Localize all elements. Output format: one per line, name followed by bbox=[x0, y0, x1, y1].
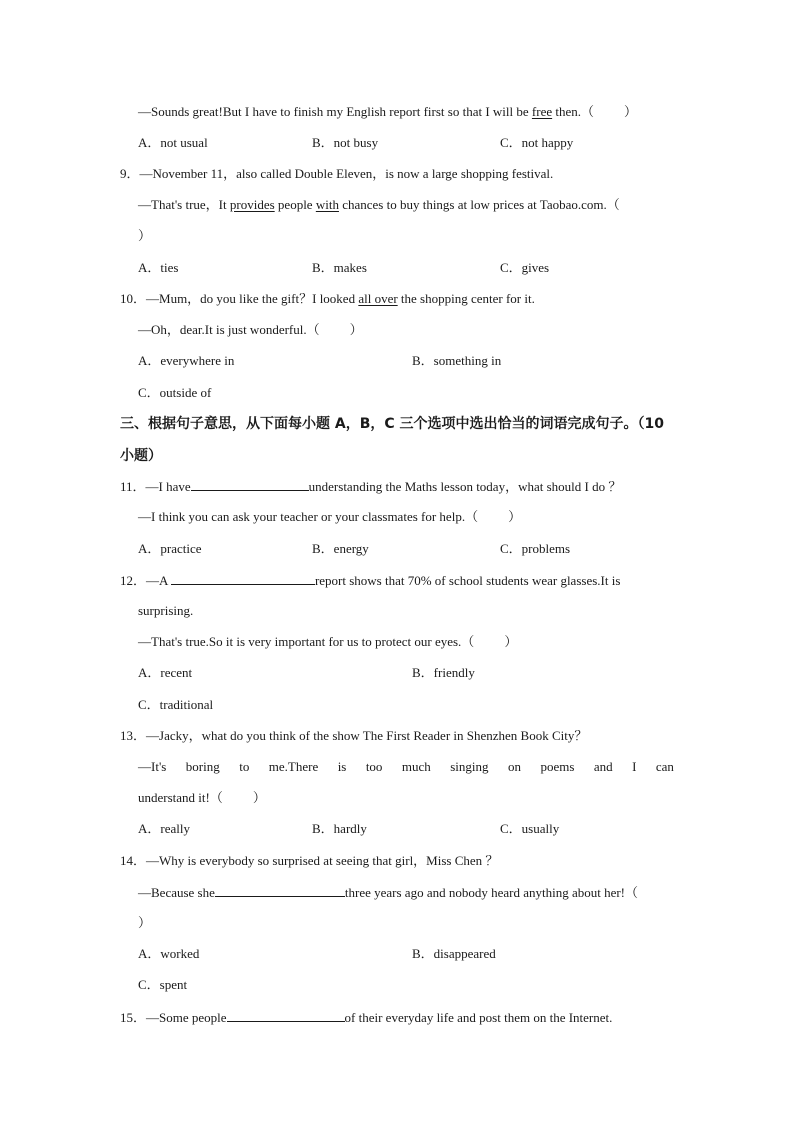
q14-answer-paren: ） bbox=[138, 915, 152, 930]
q8-reply: —Sounds great!But I have to finish my English report first so that I will be free then.（ ） bbox=[138, 104, 638, 119]
q8-option-a[interactable]: A．not usual bbox=[138, 135, 208, 150]
q14-number: 14． bbox=[120, 853, 147, 868]
q9-reply: —That's true，It provides people with chances to buy things at low prices at Taobao.com.（ bbox=[138, 197, 620, 212]
q12-question-cont: surprising. bbox=[138, 603, 194, 618]
q11-question: 11．—I have understanding the Maths lesson today，what should I do ？ bbox=[120, 479, 622, 494]
q11-number: 11． bbox=[120, 479, 146, 494]
q12-option-b[interactable]: B．friendly bbox=[412, 665, 475, 680]
q12-option-a[interactable]: A．recent bbox=[138, 665, 193, 680]
q9-option-a[interactable]: A．ties bbox=[138, 260, 179, 275]
q14-blank bbox=[215, 884, 345, 897]
q8-option-b[interactable]: B．not busy bbox=[312, 135, 379, 150]
q10-option-a[interactable]: A．everywhere in bbox=[138, 353, 235, 368]
q9-option-b[interactable]: B．makes bbox=[312, 260, 367, 275]
q10-option-c[interactable]: C．outside of bbox=[138, 385, 212, 400]
q11-option-c[interactable]: C．problems bbox=[500, 541, 571, 556]
q12-reply: —That's true.So it is very important for us to protect our eyes.（ ） bbox=[138, 634, 518, 649]
section-3-heading: 三、根据句子意思，从下面每小题 A，B，C 三个选项中选出恰当的词语完成句子。（10 小题） bbox=[120, 416, 665, 464]
q10-reply: —Oh，dear.It is just wonderful.（ ） bbox=[138, 322, 363, 337]
q11-option-a[interactable]: A．practice bbox=[138, 541, 202, 556]
q14-option-b[interactable]: B．disappeared bbox=[412, 946, 496, 961]
q8-option-c[interactable]: C．not happy bbox=[500, 135, 574, 150]
q15-blank bbox=[227, 1009, 345, 1022]
q11-option-b[interactable]: B．energy bbox=[312, 541, 369, 556]
q14-question: 14．—Why is everybody so surprised at seeing that girl，Miss Chen ？ bbox=[120, 853, 499, 868]
q15-question: 15．—Some people of their everyday life and post them on the Internet. bbox=[120, 1010, 613, 1025]
q9-question: 9．—November 11，also called Double Eleven，is now a large shopping festival. bbox=[120, 166, 554, 181]
q13-option-b[interactable]: B．hardly bbox=[312, 821, 367, 836]
q8-underlined-word: free bbox=[531, 104, 553, 119]
q13-option-a[interactable]: A．really bbox=[138, 821, 190, 836]
q9-answer-paren: ） bbox=[138, 228, 152, 243]
q11-blank bbox=[191, 478, 309, 491]
q12-option-c[interactable]: C．traditional bbox=[138, 697, 214, 712]
q15-number: 15． bbox=[120, 1010, 147, 1025]
q10-question: 10．—Mum，do you like the gift？I looked all over the shopping center for it. bbox=[120, 291, 535, 306]
q13-question: 13．—Jacky，what do you think of the show The First Reader in Shenzhen Book City？ bbox=[120, 728, 588, 743]
q10-option-b[interactable]: B．something in bbox=[412, 353, 502, 368]
q9-option-c[interactable]: C．gives bbox=[500, 260, 550, 275]
q11-reply: —I think you can ask your teacher or your classmates for help.（ ） bbox=[138, 509, 522, 524]
q12-blank bbox=[171, 572, 315, 585]
q14-option-a[interactable]: A．worked bbox=[138, 946, 200, 961]
q10-number: 10． bbox=[120, 291, 147, 306]
q13-reply: —It's boring to me.There is too much singing on poems and I can bbox=[138, 759, 674, 774]
q13-reply-cont: understand it!（ ） bbox=[138, 790, 266, 805]
q12-number: 12． bbox=[120, 573, 147, 588]
q9-number: 9． bbox=[120, 166, 140, 181]
q13-number: 13． bbox=[120, 728, 147, 743]
q12-question: 12．—A report shows that 70% of school students wear glasses.It is bbox=[120, 573, 621, 588]
q14-reply: —Because she three years ago and nobody heard anything about her!（ bbox=[138, 885, 639, 900]
q13-option-c[interactable]: C．usually bbox=[500, 821, 560, 836]
q14-option-c[interactable]: C．spent bbox=[138, 977, 188, 992]
